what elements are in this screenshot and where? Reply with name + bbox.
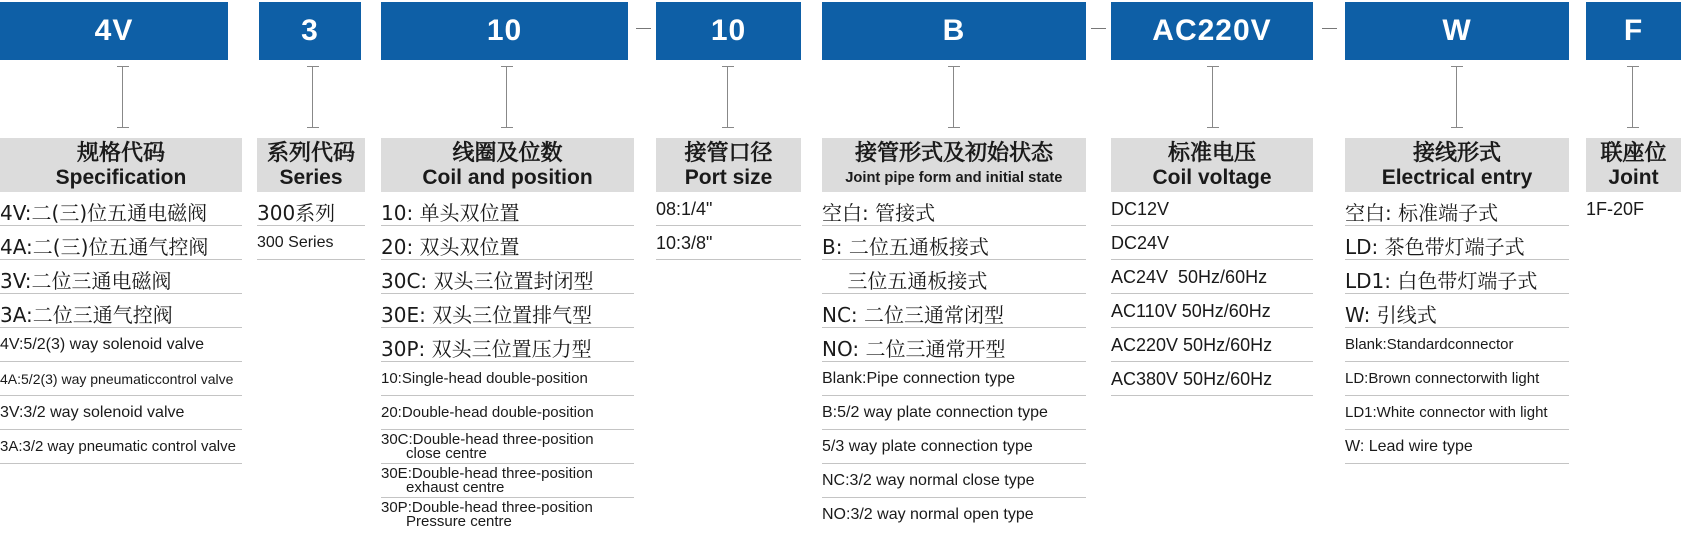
- list-item: [1111, 362, 1313, 396]
- list-item: [1111, 260, 1313, 294]
- column-spec: [0, 192, 242, 464]
- list-item: [1586, 192, 1681, 226]
- list-item: [822, 260, 1086, 294]
- list-item: [381, 396, 634, 430]
- column-coil: [381, 192, 634, 532]
- column-electrical: [1345, 192, 1569, 464]
- list-item: [381, 464, 634, 498]
- voltage-row-text: DC24V: [1111, 233, 1170, 253]
- joint-row-text: NC:3/2 way normal close type: [822, 472, 1035, 489]
- spec-row-text: 4A:5/2(3) way pneumaticcontrol valve: [0, 371, 234, 387]
- electrical-row-text: W: 引线式: [1345, 303, 1437, 327]
- header-voltage: [1111, 138, 1313, 192]
- list-item: [381, 498, 634, 532]
- coil-row-line2: Pressure centre: [381, 513, 512, 530]
- voltage-row-text: AC380V 50Hz/60Hz: [1111, 369, 1273, 389]
- list-item: [381, 328, 634, 362]
- list-item: [0, 294, 242, 328]
- list-item: [257, 226, 365, 260]
- connector-line: [948, 66, 960, 128]
- list-item: [381, 260, 634, 294]
- coil-row-text: 10: 单头双位置: [381, 201, 520, 225]
- list-item: [822, 328, 1086, 362]
- connector-line: [722, 66, 734, 128]
- list-item: [1345, 328, 1569, 362]
- coil-row-line2: close centre: [381, 445, 487, 462]
- list-item: [1345, 396, 1569, 430]
- list-item: [822, 396, 1086, 430]
- header-spec-zh: 规格代码: [76, 140, 165, 166]
- header-joint: [822, 138, 1086, 192]
- code-box-voltage: [1111, 2, 1313, 60]
- list-item: [381, 192, 634, 226]
- jointseat-row-text: 1F-20F: [1586, 199, 1645, 219]
- column-voltage: [1111, 192, 1313, 396]
- list-item: [1111, 226, 1313, 260]
- coil-row-text: 30P: 双头三位置压力型: [381, 337, 592, 361]
- connector-line: [307, 66, 319, 128]
- joint-row-text: B:5/2 way plate connection type: [822, 404, 1048, 421]
- header-coil: [381, 138, 634, 192]
- voltage-row-text: AC24V 50Hz/60Hz: [1111, 267, 1268, 287]
- coil-row-line1: 30P:Double-head three-position: [381, 499, 593, 516]
- coil-row-line2: exhaust centre: [381, 479, 505, 496]
- spec-row-text: 4A:二(三)位五通气控阀: [0, 235, 209, 259]
- code-electrical: W: [1442, 14, 1472, 47]
- header-series: [257, 138, 365, 192]
- code-box-spec: [0, 2, 228, 60]
- electrical-row-text: LD:Brown connectorwith light: [1345, 370, 1540, 387]
- list-item: [822, 192, 1086, 226]
- voltage-row-text: AC110V 50Hz/60Hz: [1111, 301, 1271, 321]
- header-series-zh: 系列代码: [266, 140, 355, 166]
- spec-row-text: 3V:二位三通电磁阀: [0, 269, 172, 293]
- header-jointseat-zh: 联座位: [1600, 140, 1667, 166]
- header-joint-zh: 接管形式及初始状态: [854, 140, 1053, 166]
- joint-row-text: 空白: 管接式: [822, 201, 936, 225]
- code-box-series: [259, 2, 361, 60]
- code-coil: 10: [486, 14, 523, 47]
- list-item: [0, 430, 242, 464]
- connector-line: [117, 66, 129, 128]
- coil-row-line1: 30C:Double-head three-position: [381, 431, 594, 448]
- header-coil-zh: 线圈及位数: [452, 140, 563, 166]
- column-jointseat: [1586, 192, 1681, 226]
- list-item: [381, 430, 634, 464]
- voltage-row-text: AC220V 50Hz/60Hz: [1111, 335, 1273, 355]
- header-series-en: Series: [279, 165, 343, 189]
- list-item: [822, 498, 1086, 532]
- joint-row-text: B: 二位五通板接式: [822, 235, 989, 259]
- joint-row-text: 5/3 way plate connection type: [822, 438, 1033, 455]
- list-item: [1345, 260, 1569, 294]
- electrical-row-text: 空白: 标准端子式: [1345, 201, 1499, 225]
- column-series: [257, 192, 365, 260]
- code-jointseat: F: [1623, 14, 1644, 47]
- joint-row-text: 三位五通板接式: [822, 269, 988, 293]
- list-item: [381, 362, 634, 396]
- voltage-row-text: DC12V: [1111, 199, 1170, 219]
- coil-row-text: 10:Single-head double-position: [381, 370, 588, 387]
- port-row-text: 10:3/8": [656, 233, 713, 253]
- joint-row-text: NO:3/2 way normal open type: [822, 506, 1034, 523]
- joint-row-text: Blank:Pipe connection type: [822, 370, 1016, 387]
- list-item: [0, 260, 242, 294]
- connector-line: [1451, 66, 1463, 128]
- header-electrical: [1345, 138, 1569, 192]
- header-jointseat: [1586, 138, 1681, 192]
- code-box-joint: [822, 2, 1086, 60]
- dash-separator: [636, 28, 651, 29]
- list-item: [822, 362, 1086, 396]
- list-item: [0, 362, 242, 396]
- electrical-row-text: Blank:Standardconnector: [1345, 336, 1514, 353]
- coil-row-text: 20: 双头双位置: [381, 235, 520, 259]
- list-item: [0, 226, 242, 260]
- list-item: [1345, 226, 1569, 260]
- header-voltage-zh: 标准电压: [1167, 140, 1256, 166]
- header-jointseat-en: Joint: [1608, 165, 1659, 189]
- column-port: [656, 192, 801, 260]
- list-item: [0, 396, 242, 430]
- spec-row-text: 4V:5/2(3) way solenoid valve: [0, 336, 204, 353]
- port-row-text: 08:1/4": [656, 199, 713, 219]
- series-row-text: 300系列: [257, 201, 336, 225]
- header-voltage-en: Coil voltage: [1152, 165, 1272, 189]
- connector-line: [1207, 66, 1219, 128]
- list-item: [0, 328, 242, 362]
- list-item: [1111, 328, 1313, 362]
- dash-separator: [1091, 28, 1106, 29]
- dash-separator: [1322, 28, 1337, 29]
- electrical-row-text: LD1: 白色带灯端子式: [1345, 269, 1538, 293]
- list-item: [1111, 294, 1313, 328]
- connector-line: [1627, 66, 1639, 128]
- list-item: [257, 192, 365, 226]
- code-voltage: AC220V: [1152, 14, 1272, 47]
- list-item: [381, 294, 634, 328]
- spec-row-text: 4V:二(三)位五通电磁阀: [0, 201, 208, 225]
- header-port: [656, 138, 801, 192]
- list-item: [656, 226, 801, 260]
- code-series: 3: [301, 14, 319, 47]
- header-spec-en: Specification: [55, 165, 187, 189]
- code-joint: B: [942, 14, 966, 47]
- connector-line: [501, 66, 513, 128]
- header-spec: [0, 138, 242, 192]
- code-box-jointseat: [1586, 2, 1681, 60]
- coil-row-line1: 30E:Double-head three-position: [381, 465, 593, 482]
- coil-row-text: 30C: 双头三位置封闭型: [381, 269, 594, 293]
- spec-row-text: 3A:二位三通气控阀: [0, 303, 173, 327]
- code-box-coil: [381, 2, 628, 60]
- joint-row-text: NO: 二位三通常开型: [822, 337, 1006, 361]
- header-coil-en: Coil and position: [422, 165, 593, 189]
- spec-row-text: 3V:3/2 way solenoid valve: [0, 404, 185, 421]
- list-item: [381, 226, 634, 260]
- code-box-electrical: [1345, 2, 1569, 60]
- list-item: [1111, 192, 1313, 226]
- code-box-port: [656, 2, 801, 60]
- list-item: [1345, 294, 1569, 328]
- electrical-row-text: LD1:White connector with light: [1345, 404, 1548, 421]
- coil-row-text: 30E: 双头三位置排气型: [381, 303, 593, 327]
- list-item: [1345, 430, 1569, 464]
- header-joint-en: Joint pipe form and initial state: [845, 168, 1063, 186]
- list-item: [822, 430, 1086, 464]
- joint-row-text: NC: 二位三通常闭型: [822, 303, 1005, 327]
- column-joint: [822, 192, 1086, 532]
- list-item: [0, 192, 242, 226]
- spec-row-text: 3A:3/2 way pneumatic control valve: [0, 438, 236, 455]
- electrical-row-text: W: Lead wire type: [1345, 438, 1473, 455]
- list-item: [822, 294, 1086, 328]
- electrical-row-text: LD: 茶色带灯端子式: [1345, 235, 1525, 259]
- header-port-zh: 接管口径: [684, 140, 773, 166]
- code-spec: 4V: [94, 14, 134, 47]
- coil-row-text: 20:Double-head double-position: [381, 404, 594, 421]
- list-item: [822, 464, 1086, 498]
- header-electrical-zh: 接线形式: [1412, 140, 1501, 166]
- list-item: [822, 226, 1086, 260]
- list-item: [656, 192, 801, 226]
- list-item: [1345, 362, 1569, 396]
- header-electrical-en: Electrical entry: [1381, 165, 1533, 189]
- code-port: 10: [710, 14, 747, 47]
- series-row-text: 300 Series: [257, 234, 334, 251]
- list-item: [1345, 192, 1569, 226]
- header-port-en: Port size: [684, 165, 773, 189]
